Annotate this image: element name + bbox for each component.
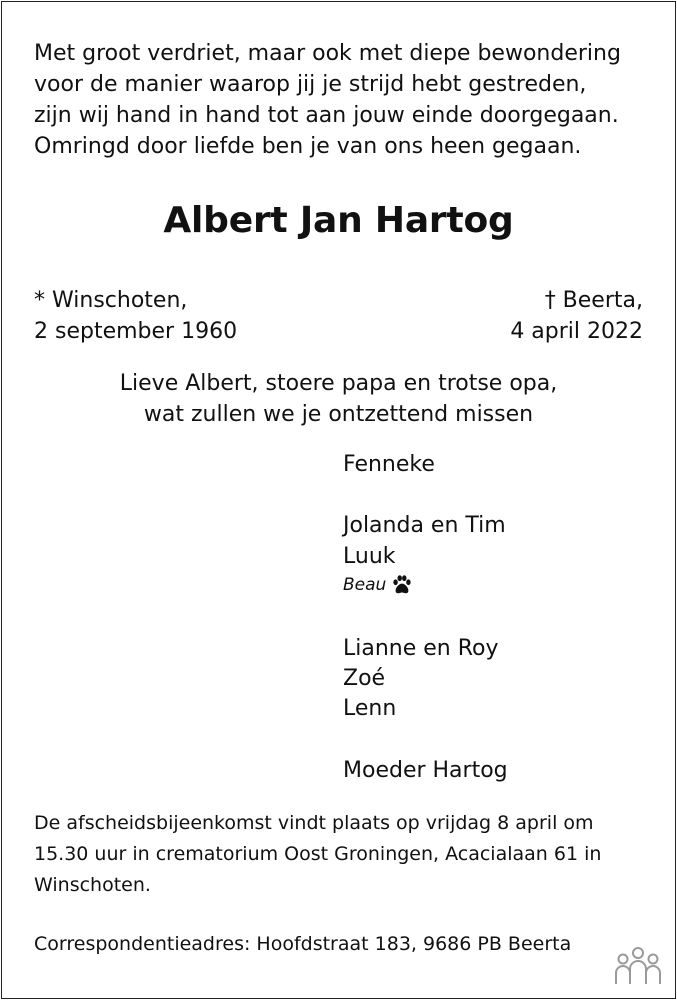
death-date: 4 april 2022: [510, 319, 643, 344]
family-couple-1: Jolanda en Tim: [343, 513, 506, 538]
death-info: [510, 285, 643, 347]
service-line: Winschoten.: [34, 874, 151, 896]
correspondence-address: Correspondentieadres: Hoofdstraat 183, 9686 PB Beerta: [34, 933, 572, 955]
opening-poem: [34, 38, 621, 162]
dedication-line: wat zullen we je ontzettend missen: [143, 402, 534, 427]
poem-line: zijn wij hand in hand tot aan jouw einde doorgegaan.: [34, 103, 619, 128]
poem-line: Omringd door liefde ben je van ons heen gegaan.: [34, 134, 582, 159]
paw-icon: [391, 574, 413, 596]
family-grandchild-2: Zoé: [343, 666, 386, 691]
pet-name: Beau: [343, 575, 387, 595]
people-group-logo-icon: [613, 946, 663, 986]
poem-line: voor de manier waarop jij je strijd hebt gestreden,: [34, 72, 587, 97]
family-couple-2: Lianne en Roy: [343, 636, 499, 661]
birth-place: * Winschoten,: [34, 288, 188, 313]
dedication-line: Lieve Albert, stoere papa en trotse opa,: [119, 371, 558, 396]
service-line: De afscheidsbijeenkomst vindt plaats op vrijdag 8 april om: [34, 812, 594, 834]
family-grandchild-3: Lenn: [343, 696, 397, 721]
family-mother: Moeder Hartog: [343, 758, 508, 783]
family-pet: [343, 574, 413, 596]
deceased-name: Albert Jan Hartog: [163, 200, 514, 241]
birth-date: 2 september 1960: [34, 319, 238, 344]
service-details: [34, 808, 602, 901]
service-line: 15.30 uur in crematorium Oost Groningen, Acacialaan 61 in: [34, 843, 602, 865]
dedication: [0, 368, 677, 430]
family-spouse: Fenneke: [343, 452, 435, 477]
death-place: † Beerta,: [544, 288, 643, 313]
birth-info: [34, 285, 237, 347]
family-grandchild-1: Luuk: [343, 544, 396, 569]
poem-line: Met groot verdriet, maar ook met diepe bewondering: [34, 41, 621, 66]
